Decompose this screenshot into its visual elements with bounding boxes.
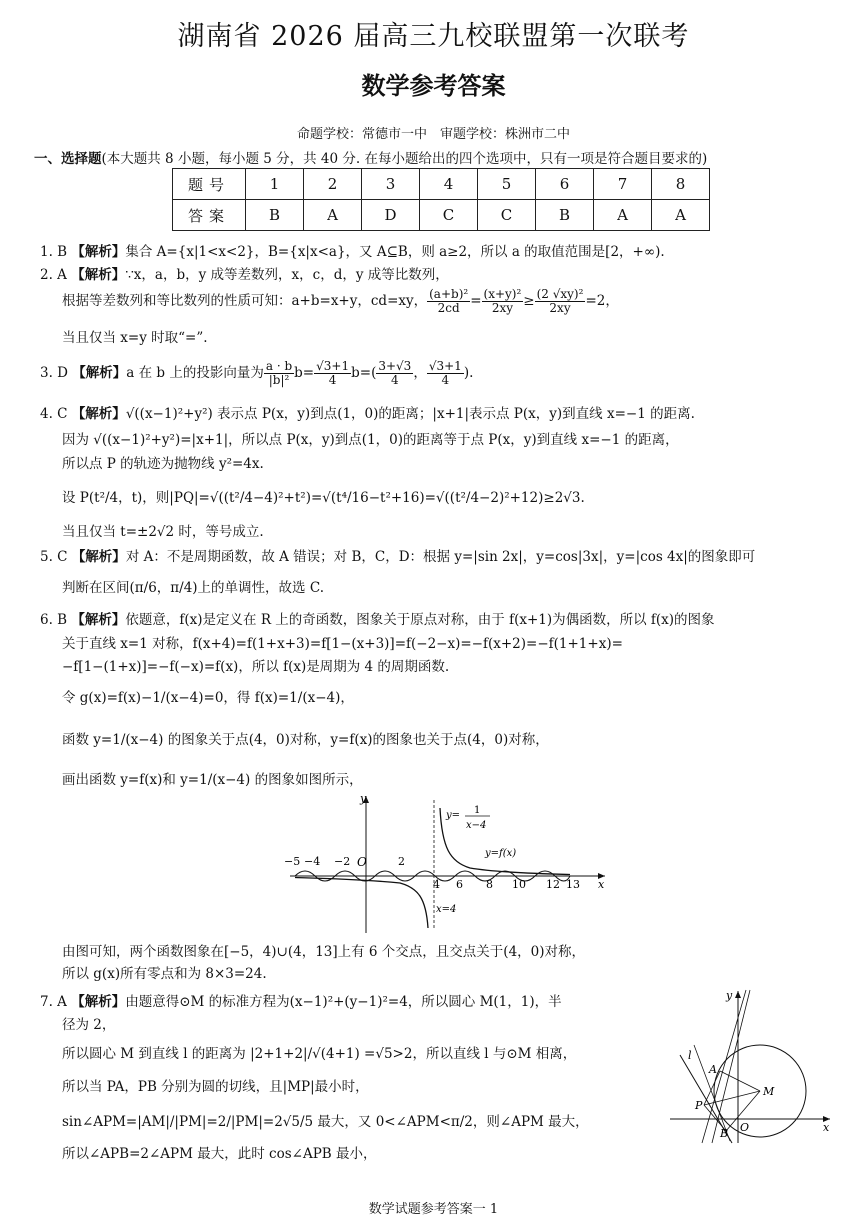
recip-label-den: x−4 (466, 820, 487, 831)
table-header-cell: 答案 (173, 200, 246, 231)
x-axis-label: x (823, 1121, 830, 1134)
q3-mid: b= (294, 365, 315, 381)
fraction (427, 288, 470, 315)
q4-answer: 4. C (40, 406, 68, 422)
f-label: y=f(x) (485, 848, 517, 859)
answer-table (172, 168, 710, 231)
asymptote-label: x=4 (436, 904, 457, 915)
fraction (264, 360, 294, 387)
x-tick-label: 13 (566, 878, 580, 891)
q7-circle-graph (660, 985, 840, 1145)
label-b: B (720, 1127, 729, 1140)
q4-tag: 【解析】 (71, 406, 126, 422)
q4-line2: 因为 √((x−1)²+y²)=|x+1|，所以点 P(x，y)到点(1，0)的距离等于点 P(x，y)到直线 x=−1 的距离， (62, 432, 679, 448)
q5-text: 对 A：不是周期函数，故 A 错误；对 B，C，D：根据 y=|sin 2x|，y=cos|3x|，y=|cos 4x|的图象即可 (125, 549, 756, 565)
x-tick-label: 4 (433, 878, 440, 891)
fraction (376, 360, 413, 387)
q2-line2 (62, 288, 619, 315)
q7-text: 由题意得⊙M 的标准方程为(x−1)²+(y−1)²=4，所以圆心 M(1，1)，半 (125, 994, 562, 1010)
table-cell: 3 (362, 169, 420, 200)
q6-text: 依题意，f(x)是定义在 R 上的奇函数，图象关于原点对称，由于 f(x+1)为偶函数，所以 f(x)的图象 (125, 612, 715, 628)
q4-line3: 所以点 P 的轨迹为抛物线 y²=4x. (62, 456, 264, 472)
denominator: |b|² (268, 373, 290, 387)
q3-tag: 【解析】 (72, 365, 127, 381)
x-tick-label: 10 (512, 878, 526, 891)
school-info: 命题学校：常德市一中 审题学校：株洲市二中 (296, 127, 570, 142)
table-header-cell: 题号 (173, 169, 246, 200)
page-title: 湖南省 2026 届高三九校联盟第一次联考 (177, 21, 690, 52)
section-desc: (本大题共 8 小题，每小题 5 分，共 40 分. 在每小题给出的四个选项中，只有一项是符合题目要求的) (101, 151, 708, 167)
denominator: 2xy (491, 301, 513, 315)
y-axis-arrow (735, 991, 741, 998)
q6-line6: 画出函数 y=f(x)和 y=1/(x−4) 的图象如图所示， (62, 772, 363, 788)
table-cell: 1 (246, 169, 304, 200)
q5-tag: 【解析】 (71, 549, 126, 565)
table-row (173, 200, 710, 231)
recip-label-pre: y= (446, 810, 461, 821)
q3-line (40, 360, 473, 387)
table-cell: 8 (652, 169, 710, 200)
q6-tag: 【解析】 (71, 612, 126, 628)
q7-line3: 所以圆心 M 到直线 l 的距离为 |2+1+2|/√(4+1) =√5>2，所以直线 l 与⊙M 相离， (62, 1046, 577, 1062)
table-cell: B (246, 200, 304, 231)
q7-answer: 7. A (40, 994, 67, 1010)
q6-line1 (40, 608, 715, 628)
label-m: M (763, 1085, 775, 1098)
q5-line1 (40, 545, 755, 565)
q2-tag: 【解析】 (71, 267, 126, 283)
table-row (173, 169, 710, 200)
q1-answer: 1. B (40, 244, 68, 260)
q3-answer: 3. D (40, 365, 68, 381)
fraction (314, 360, 351, 387)
table-cell: B (536, 200, 594, 231)
q7-line2: 径为 2， (62, 1017, 116, 1033)
q3-text: a 在 b 上的投影向量为 (126, 365, 264, 381)
q2-answer: 2. A (40, 267, 67, 283)
q4-line4: 设 P(t²/4，t)，则|PQ|=√((t²/4−4)²+t²)=√(t⁴/16−t²+16)=√((t²/4−2)²+12)≥2√3. (62, 490, 585, 506)
table-cell: 5 (478, 169, 536, 200)
q2-text: ∵x，a，b，y 成等差数列，x，c，d，y 成等比数列， (125, 267, 449, 283)
q6-line5: 函数 y=1/(x−4) 的图象关于点(4，0)对称，y=f(x)的图象也关于点(4，0)对称， (62, 732, 549, 748)
label-a: A (709, 1063, 717, 1076)
q2-tail: =2， (585, 293, 619, 309)
q4-text: √((x−1)²+y²) 表示点 P(x，y)到点(1，0)的距离；|x+1|表示点 P(x，y)到直线 x=−1 的距离. (125, 406, 695, 422)
fraction (427, 360, 464, 387)
fraction (535, 288, 586, 315)
q7-line6: 所以∠APB=2∠APM 最大，此时 cos∠APB 最小， (62, 1146, 377, 1162)
table-cell: D (362, 200, 420, 231)
q1-text: 集合 A={x|1<x<2}，B={x|x<a}，又 A⊆B，则 a≥2，所以 a 的取值范围是[2，+∞). (125, 244, 665, 260)
table-cell: A (304, 200, 362, 231)
table-cell: 4 (420, 169, 478, 200)
x-axis-label: x (598, 878, 605, 891)
section-title: 一、选择题 (34, 151, 102, 167)
reciprocal-curve-left (295, 878, 428, 929)
equals: = (470, 293, 482, 309)
q3-mid2: b=( (351, 365, 377, 381)
numerator: a · b (265, 359, 293, 373)
q4-line1 (40, 402, 695, 422)
x-tick-label: −2 (334, 855, 351, 868)
denominator: 4 (328, 373, 337, 387)
q2-text2: 根据等差数列和等比数列的性质可知：a+b=x+y，cd=xy， (62, 293, 428, 309)
q7-line1 (40, 990, 562, 1010)
section-heading (34, 147, 707, 167)
numerator: √3+1 (428, 359, 462, 373)
q7-tag: 【解析】 (71, 994, 126, 1010)
fraction (482, 288, 524, 315)
q2-line3: 当且仅当 x=y 时取“=”. (62, 330, 208, 346)
numerator: 3+√3 (378, 359, 412, 373)
table-cell: 2 (304, 169, 362, 200)
q6-line3: −f[1−(1+x)]=−f(−x)=f(x)，所以 f(x)是周期为 4 的周期函数. (62, 659, 450, 675)
table-cell: A (594, 200, 652, 231)
q5-answer: 5. C (40, 549, 68, 565)
label-p: P (695, 1099, 703, 1112)
x-tick-label: 8 (486, 878, 493, 891)
q6-line8: 所以 g(x)所有零点和为 8×3=24. (62, 966, 267, 982)
numerator: (2 √xy)² (536, 287, 584, 301)
origin-label: O (357, 855, 367, 869)
q4-line5: 当且仅当 t=±2√2 时，等号成立. (62, 524, 264, 540)
table-cell: A (652, 200, 710, 231)
q6-line4: 令 g(x)=f(x)−1/(x−4)=0，得 f(x)=1/(x−4)， (62, 690, 354, 706)
table-cell: C (420, 200, 478, 231)
x-tick-label: 12 (546, 878, 560, 891)
numerator: (x+y)² (483, 287, 522, 301)
q6-line2: 关于直线 x=1 对称，f(x+4)=f(1+x+3)=f[1−(x+3)]=f(−2−x)=−f(x+2)=−f(1+1+x)= (62, 636, 623, 652)
q1-line (40, 240, 665, 260)
denominator: 4 (391, 373, 399, 387)
q3-tail: ). (463, 365, 474, 381)
table-cell: 7 (594, 169, 652, 200)
label-l: l (688, 1049, 692, 1062)
y-axis-label: y (726, 989, 733, 1002)
q1-tag: 【解析】 (71, 244, 126, 260)
x-tick-label: 6 (456, 878, 463, 891)
q2-line1 (40, 263, 449, 283)
numerator: (a+b)² (429, 287, 469, 301)
denominator: 4 (441, 373, 450, 387)
q6-answer: 6. B (40, 612, 68, 628)
page-subtitle: 数学参考答案 (361, 72, 506, 100)
q5-line2: 判断在区间(π/6，π/4)上的单调性，故选 C. (62, 580, 324, 596)
q7-line5: sin∠APM=|AM|/|PM|=2/|PM|=2√5/5 最大，又 0<∠APM<π/2，则∠APM 最大， (62, 1114, 589, 1130)
q7-line4: 所以当 PA，PB 分别为圆的切线，且|MP|最小时， (62, 1079, 369, 1095)
q3-comma: ， (413, 365, 427, 381)
x-tick-label: −5 (284, 855, 301, 868)
q6-line7: 由图可知，两个函数图象在[−5，4)∪(4，13]上有 6 个交点，且交点关于(4，0)对称， (62, 944, 586, 960)
table-cell: C (478, 200, 536, 231)
x-tick-label: −4 (304, 855, 321, 868)
geq: ≥ (523, 293, 535, 309)
page-footer: 数学试题参考答案一 1 (368, 1202, 499, 1217)
origin-label: O (740, 1121, 750, 1134)
numerator: √3+1 (316, 359, 350, 373)
x-tick-label: 2 (398, 855, 405, 868)
y-axis-label: y (360, 792, 367, 805)
q6-function-graph (270, 788, 620, 938)
denominator: 2cd (437, 301, 460, 315)
denominator: 2xy (549, 301, 571, 315)
table-cell: 6 (536, 169, 594, 200)
recip-label-num: 1 (474, 805, 481, 816)
